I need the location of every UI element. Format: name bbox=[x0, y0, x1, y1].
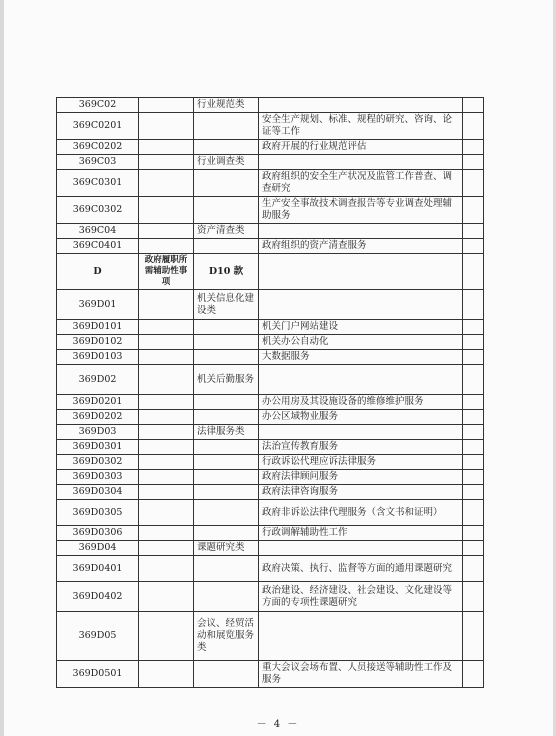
item-code: 369C0201 bbox=[57, 113, 139, 140]
item-category bbox=[194, 661, 259, 688]
item-content: 办公区域物业服务 bbox=[259, 410, 463, 425]
item-category: 课题研究类 bbox=[194, 541, 259, 556]
item-name bbox=[139, 98, 194, 113]
item-category bbox=[194, 485, 259, 500]
item-code: 369D0305 bbox=[57, 500, 139, 526]
item-note bbox=[463, 290, 484, 320]
table-row bbox=[57, 425, 484, 440]
item-note bbox=[463, 155, 484, 170]
item-category: 会议、经贸活动和展览服务类 bbox=[194, 612, 259, 661]
item-note bbox=[463, 98, 484, 113]
item-category bbox=[194, 113, 259, 140]
item-note bbox=[463, 485, 484, 500]
item-category bbox=[194, 556, 259, 582]
item-code: 369D0401 bbox=[57, 556, 139, 582]
table-row bbox=[57, 224, 484, 239]
service-catalog-table bbox=[56, 97, 484, 688]
item-code: 369C0301 bbox=[57, 170, 139, 197]
table-row bbox=[57, 98, 484, 113]
item-note bbox=[463, 224, 484, 239]
item-category bbox=[194, 335, 259, 350]
table-row bbox=[57, 582, 484, 612]
item-note bbox=[463, 440, 484, 455]
item-code: 369D0101 bbox=[57, 320, 139, 335]
item-note bbox=[463, 470, 484, 485]
item-code: 369C03 bbox=[57, 155, 139, 170]
item-name bbox=[139, 350, 194, 365]
item-content bbox=[259, 290, 463, 320]
page-number: － 4 － bbox=[256, 719, 300, 730]
item-category bbox=[194, 410, 259, 425]
table-row bbox=[57, 320, 484, 335]
item-name bbox=[139, 395, 194, 410]
item-content bbox=[259, 224, 463, 239]
item-code: 369D0201 bbox=[57, 395, 139, 410]
item-code: 369D0103 bbox=[57, 350, 139, 365]
table-row bbox=[57, 140, 484, 155]
item-name bbox=[139, 455, 194, 470]
item-note bbox=[463, 365, 484, 395]
item-note bbox=[463, 556, 484, 582]
item-code: 369C0302 bbox=[57, 197, 139, 224]
table-row bbox=[57, 541, 484, 556]
item-category bbox=[194, 239, 259, 254]
item-content: 机关门户网站建设 bbox=[259, 320, 463, 335]
item-content: 大数据服务 bbox=[259, 350, 463, 365]
item-note bbox=[463, 335, 484, 350]
item-content: 安全生产规划、标准、规程的研究、咨询、论证等工作 bbox=[259, 113, 463, 140]
item-note bbox=[463, 170, 484, 197]
item-content bbox=[259, 612, 463, 661]
item-name bbox=[139, 410, 194, 425]
item-content: 政府法律咨询服务 bbox=[259, 485, 463, 500]
item-category bbox=[194, 500, 259, 526]
item-name bbox=[139, 612, 194, 661]
item-name bbox=[139, 526, 194, 541]
item-name bbox=[139, 290, 194, 320]
table-row bbox=[57, 526, 484, 541]
item-name bbox=[139, 239, 194, 254]
table-row bbox=[57, 155, 484, 170]
item-category bbox=[194, 140, 259, 155]
item-note bbox=[463, 582, 484, 612]
item-code: 369D0306 bbox=[57, 526, 139, 541]
item-note bbox=[463, 254, 484, 290]
item-name bbox=[139, 556, 194, 582]
item-category bbox=[194, 170, 259, 197]
item-category: 行业调查类 bbox=[194, 155, 259, 170]
item-content: 政府法律顾问服务 bbox=[259, 470, 463, 485]
item-note bbox=[463, 140, 484, 155]
item-name bbox=[139, 582, 194, 612]
item-category bbox=[194, 350, 259, 365]
item-note bbox=[463, 425, 484, 440]
item-content: 政府开展的行业规范评估 bbox=[259, 140, 463, 155]
table-row bbox=[57, 197, 484, 224]
item-note bbox=[463, 455, 484, 470]
table-row bbox=[57, 485, 484, 500]
item-note bbox=[463, 541, 484, 556]
item-name bbox=[139, 335, 194, 350]
item-code: 369D0402 bbox=[57, 582, 139, 612]
item-category bbox=[194, 320, 259, 335]
table-row bbox=[57, 335, 484, 350]
item-category bbox=[194, 197, 259, 224]
item-content bbox=[259, 425, 463, 440]
item-name bbox=[139, 500, 194, 526]
item-category: 资产清查类 bbox=[194, 224, 259, 239]
item-name bbox=[139, 170, 194, 197]
item-name bbox=[139, 485, 194, 500]
item-content bbox=[259, 254, 463, 290]
item-note bbox=[463, 526, 484, 541]
item-code: 369D0202 bbox=[57, 410, 139, 425]
item-category bbox=[194, 455, 259, 470]
item-code: 369D0102 bbox=[57, 335, 139, 350]
item-name bbox=[139, 541, 194, 556]
item-name bbox=[139, 113, 194, 140]
item-category: 机关信息化建设类 bbox=[194, 290, 259, 320]
item-note bbox=[463, 350, 484, 365]
item-name bbox=[139, 440, 194, 455]
table-row bbox=[57, 365, 484, 395]
item-category bbox=[194, 395, 259, 410]
item-code: 369D0301 bbox=[57, 440, 139, 455]
item-content: 政府组织的安全生产状况及监管工作普查、调查研究 bbox=[259, 170, 463, 197]
item-name bbox=[139, 155, 194, 170]
item-name bbox=[139, 365, 194, 395]
section-header-row bbox=[57, 254, 484, 290]
item-content: 生产安全事故技术调查报告等专业调查处理辅助服务 bbox=[259, 197, 463, 224]
table-row bbox=[57, 612, 484, 661]
item-note bbox=[463, 239, 484, 254]
item-content bbox=[259, 98, 463, 113]
item-code: 369D02 bbox=[57, 365, 139, 395]
item-content: 办公用房及其设施设备的维修维护服务 bbox=[259, 395, 463, 410]
table-row bbox=[57, 395, 484, 410]
item-content: 法治宣传教育服务 bbox=[259, 440, 463, 455]
item-category bbox=[194, 470, 259, 485]
item-code: 369C04 bbox=[57, 224, 139, 239]
table-row bbox=[57, 556, 484, 582]
table-row bbox=[57, 500, 484, 526]
table-body bbox=[57, 98, 484, 688]
item-code: 369D03 bbox=[57, 425, 139, 440]
table-row bbox=[57, 440, 484, 455]
item-category: 法律服务类 bbox=[194, 425, 259, 440]
item-content: 行政调解辅助性工作 bbox=[259, 526, 463, 541]
item-code: 369D05 bbox=[57, 612, 139, 661]
item-note bbox=[463, 661, 484, 688]
table-row bbox=[57, 290, 484, 320]
item-content: 政治建设、经济建设、社会建设、文化建设等方面的专项性课题研究 bbox=[259, 582, 463, 612]
item-code: 369D0303 bbox=[57, 470, 139, 485]
item-note bbox=[463, 197, 484, 224]
table-row bbox=[57, 661, 484, 688]
item-content: 政府组织的资产清查服务 bbox=[259, 239, 463, 254]
item-note bbox=[463, 320, 484, 335]
item-name bbox=[139, 197, 194, 224]
item-code: 369C0401 bbox=[57, 239, 139, 254]
item-content bbox=[259, 365, 463, 395]
item-category: D10 款 bbox=[194, 254, 259, 290]
item-code: D bbox=[57, 254, 139, 290]
item-content: 重大会议会场布置、人员接送等辅助性工作及服务 bbox=[259, 661, 463, 688]
item-note bbox=[463, 612, 484, 661]
item-code: 369D0304 bbox=[57, 485, 139, 500]
item-code: 369D0501 bbox=[57, 661, 139, 688]
scan-edge-left bbox=[0, 0, 4, 736]
item-content: 政府非诉讼法律代理服务（含文书和证明） bbox=[259, 500, 463, 526]
table-row bbox=[57, 470, 484, 485]
item-content: 政府决策、执行、监督等方面的通用课题研究 bbox=[259, 556, 463, 582]
item-category: 行业规范类 bbox=[194, 98, 259, 113]
item-name bbox=[139, 320, 194, 335]
item-name bbox=[139, 470, 194, 485]
table-row bbox=[57, 455, 484, 470]
table-row bbox=[57, 239, 484, 254]
item-code: 369D01 bbox=[57, 290, 139, 320]
item-code: 369C0202 bbox=[57, 140, 139, 155]
item-name: 政府履职所需辅助性事项 bbox=[139, 254, 194, 290]
table-row bbox=[57, 113, 484, 140]
item-name bbox=[139, 425, 194, 440]
table-row bbox=[57, 170, 484, 197]
item-note bbox=[463, 395, 484, 410]
item-note bbox=[463, 410, 484, 425]
item-content bbox=[259, 541, 463, 556]
item-name bbox=[139, 140, 194, 155]
table-row bbox=[57, 350, 484, 365]
item-name bbox=[139, 661, 194, 688]
table-row bbox=[57, 410, 484, 425]
item-content: 机关办公自动化 bbox=[259, 335, 463, 350]
item-category: 机关后勤服务 bbox=[194, 365, 259, 395]
item-category bbox=[194, 582, 259, 612]
item-code: 369D0302 bbox=[57, 455, 139, 470]
item-name bbox=[139, 224, 194, 239]
item-note bbox=[463, 500, 484, 526]
item-code: 369C02 bbox=[57, 98, 139, 113]
item-content bbox=[259, 155, 463, 170]
item-category bbox=[194, 526, 259, 541]
item-content: 行政诉讼代理应诉法律服务 bbox=[259, 455, 463, 470]
item-code: 369D04 bbox=[57, 541, 139, 556]
item-note bbox=[463, 113, 484, 140]
item-category bbox=[194, 440, 259, 455]
